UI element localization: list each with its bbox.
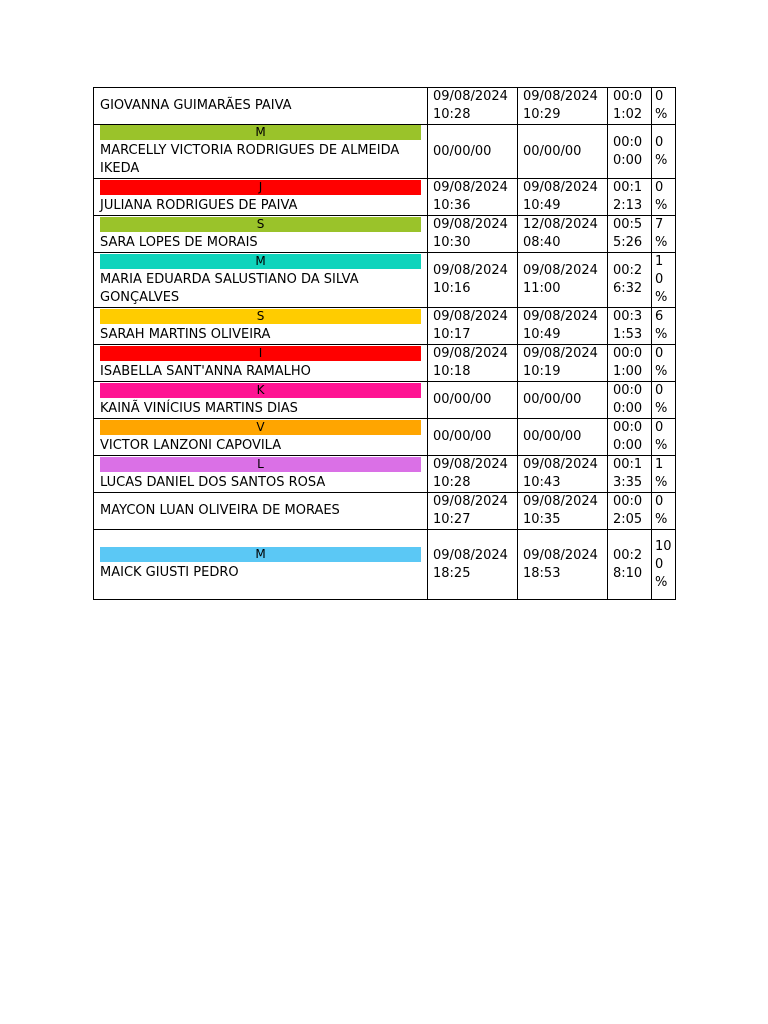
end-date-cell: 09/08/2024 18:53 <box>518 530 608 600</box>
start-date-cell: 09/08/2024 10:30 <box>428 216 518 253</box>
student-name: SARAH MARTINS OLIVEIRA <box>100 326 271 342</box>
duration-cell: 00:31:53 <box>608 308 652 345</box>
end-date-cell: 09/08/2024 10:35 <box>518 493 608 530</box>
student-name: LUCAS DANIEL DOS SANTOS ROSA <box>100 474 326 490</box>
start-date-cell: 09/08/2024 18:25 <box>428 530 518 600</box>
avatar: M <box>100 547 421 562</box>
start-date-cell: 00/00/00 <box>428 382 518 419</box>
duration-cell: 00:02:05 <box>608 493 652 530</box>
percent-cell: 6% <box>652 308 676 345</box>
duration-cell: 00:00:00 <box>608 382 652 419</box>
percent-cell: 0% <box>652 179 676 216</box>
student-cell <box>94 88 428 125</box>
percent-cell: 0% <box>652 382 676 419</box>
start-date-cell: 09/08/2024 10:27 <box>428 493 518 530</box>
start-date-cell: 09/08/2024 10:16 <box>428 253 518 308</box>
student-cell <box>94 419 428 456</box>
percent-cell: 0% <box>652 345 676 382</box>
avatar: L <box>100 457 421 472</box>
end-date-cell: 09/08/2024 10:29 <box>518 88 608 125</box>
percent-cell: 100% <box>652 530 676 600</box>
avatar: J <box>100 180 421 195</box>
table-body <box>94 88 676 600</box>
student-cell <box>94 345 428 382</box>
student-name: MARIA EDUARDA SALUSTIANO DA SILVA GONÇALVES <box>100 271 359 305</box>
student-cell <box>94 179 428 216</box>
start-date-cell: 09/08/2024 10:28 <box>428 456 518 493</box>
duration-cell: 00:01:02 <box>608 88 652 125</box>
percent-cell: 7% <box>652 216 676 253</box>
avatar: M <box>100 125 421 140</box>
duration-cell: 00:28:10 <box>608 530 652 600</box>
start-date-cell: 09/08/2024 10:17 <box>428 308 518 345</box>
avatar: S <box>100 217 421 232</box>
table-row <box>94 253 676 308</box>
end-date-cell: 09/08/2024 11:00 <box>518 253 608 308</box>
avatar: K <box>100 383 421 398</box>
duration-cell: 00:55:26 <box>608 216 652 253</box>
avatar: S <box>100 309 421 324</box>
start-date-cell: 09/08/2024 10:28 <box>428 88 518 125</box>
student-name: MAYCON LUAN OLIVEIRA DE MORAES <box>100 503 340 518</box>
student-name: KAINÃ VINÍCIUS MARTINS DIAS <box>100 400 298 416</box>
percent-cell: 0% <box>652 88 676 125</box>
percent-cell: 0% <box>652 125 676 179</box>
end-date-cell: 00/00/00 <box>518 125 608 179</box>
student-cell <box>94 456 428 493</box>
student-name: MAICK GIUSTI PEDRO <box>100 565 239 580</box>
table-row <box>94 382 676 419</box>
table-row <box>94 216 676 253</box>
avatar: I <box>100 346 421 361</box>
table-row <box>94 345 676 382</box>
duration-cell: 00:13:35 <box>608 456 652 493</box>
start-date-cell: 00/00/00 <box>428 125 518 179</box>
table-row <box>94 419 676 456</box>
duration-cell: 00:01:00 <box>608 345 652 382</box>
student-name: VICTOR LANZONI CAPOVILA <box>100 437 282 453</box>
student-cell <box>94 253 428 308</box>
table-row <box>94 179 676 216</box>
start-date-cell: 00/00/00 <box>428 419 518 456</box>
duration-cell: 00:00:00 <box>608 125 652 179</box>
student-name: MARCELLY VICTORIA RODRIGUES DE ALMEIDA IKEDA <box>100 143 400 176</box>
student-cell <box>94 530 428 600</box>
avatar: V <box>100 420 421 435</box>
duration-cell: 00:12:13 <box>608 179 652 216</box>
table-row <box>94 308 676 345</box>
avatar: M <box>100 254 421 269</box>
percent-cell: 0% <box>652 493 676 530</box>
percent-cell: 0% <box>652 419 676 456</box>
start-date-cell: 09/08/2024 10:36 <box>428 179 518 216</box>
student-cell <box>94 382 428 419</box>
table-row <box>94 88 676 125</box>
table-row <box>94 530 676 600</box>
end-date-cell: 09/08/2024 10:49 <box>518 308 608 345</box>
percent-cell: 1% <box>652 456 676 493</box>
student-progress-table <box>93 87 676 600</box>
end-date-cell: 09/08/2024 10:43 <box>518 456 608 493</box>
student-cell <box>94 308 428 345</box>
start-date-cell: 09/08/2024 10:18 <box>428 345 518 382</box>
duration-cell: 00:26:32 <box>608 253 652 308</box>
student-name: GIOVANNA GUIMARÃES PAIVA <box>100 98 292 113</box>
end-date-cell: 12/08/2024 08:40 <box>518 216 608 253</box>
end-date-cell: 00/00/00 <box>518 419 608 456</box>
end-date-cell: 00/00/00 <box>518 382 608 419</box>
end-date-cell: 09/08/2024 10:49 <box>518 179 608 216</box>
student-name: JULIANA RODRIGUES DE PAIVA <box>100 197 298 213</box>
student-cell <box>94 125 428 179</box>
student-cell <box>94 493 428 530</box>
table-row <box>94 125 676 179</box>
table-row <box>94 456 676 493</box>
student-name: ISABELLA SANT'ANNA RAMALHO <box>100 363 311 379</box>
end-date-cell: 09/08/2024 10:19 <box>518 345 608 382</box>
percent-cell: 10% <box>652 253 676 308</box>
duration-cell: 00:00:00 <box>608 419 652 456</box>
student-cell <box>94 216 428 253</box>
table-row <box>94 493 676 530</box>
student-name: SARA LOPES DE MORAIS <box>100 234 258 250</box>
